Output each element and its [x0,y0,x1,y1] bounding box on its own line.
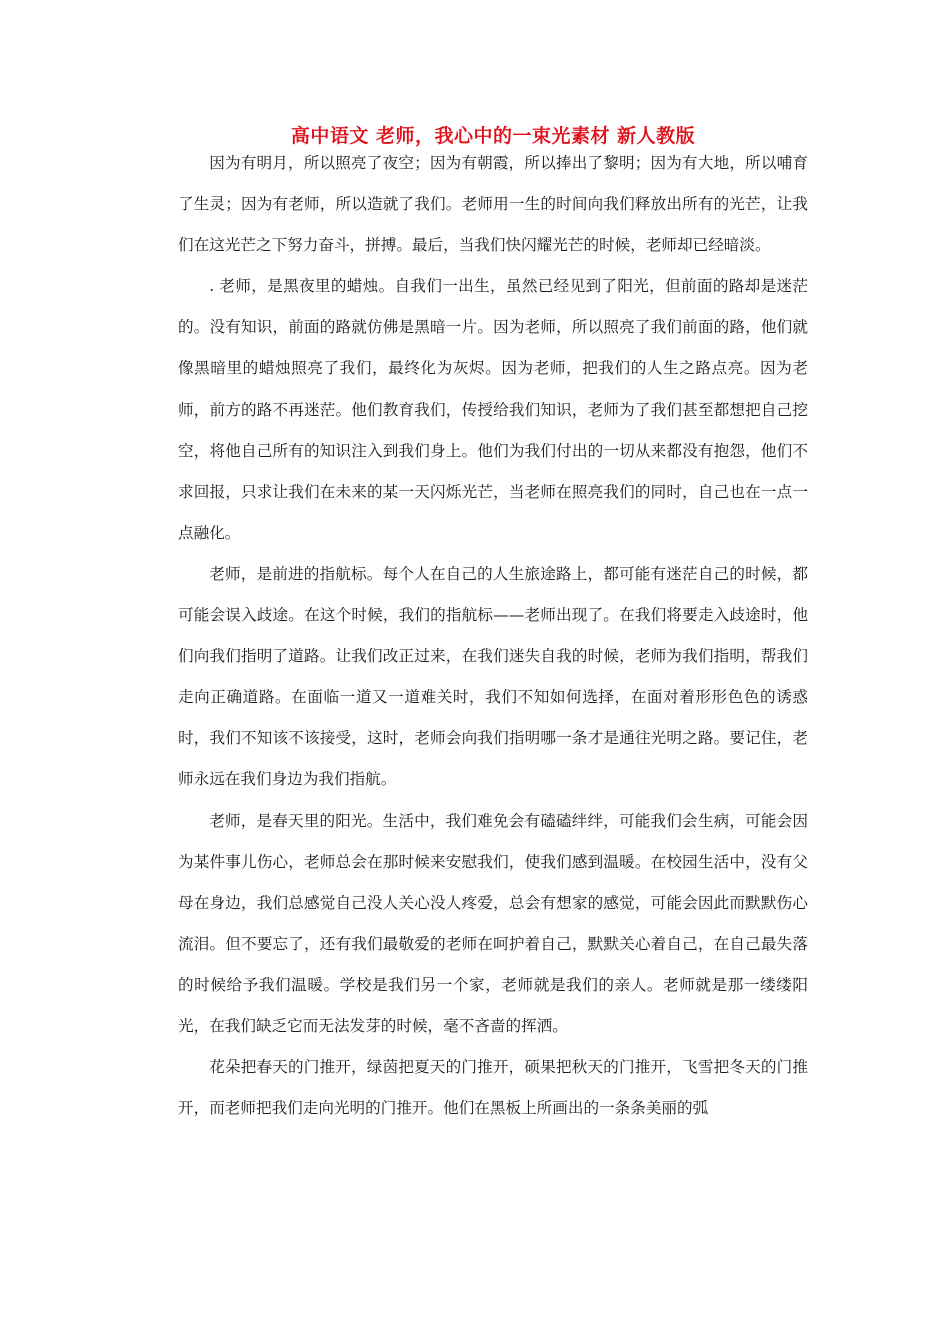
document-body [178,143,808,1129]
paragraph-1: 因为有明月，所以照亮了夜空；因为有朝霞，所以捧出了黎明；因为有大地，所以哺育了生灵；因为有老师，所以造就了我们。老师用一生的时间向我们释放出所有的光芒，让我们在这光芒之下努力奋斗，拼搏。最后，当我们快闪耀光芒的时候，老师却已经暗淡。 [178,154,808,255]
document-title: 高中语文 老师，我心中的一束光素材 新人教版 [290,125,696,147]
paragraph-3: 老师，是前进的指航标。每个人在自己的人生旅途路上，都可能有迷茫自己的时候，都可能会误入歧途。在这个时候，我们的指航标——老师出现了。在我们将要走入歧途时，他们向我们指明了道路。让我们改正过来，在我们迷失自我的时候，老师为我们指明，帮我们走向正确道路。在面临一道又一道难关时，我们不知如何选择，在面对着形形色色的诱惑时，我们不知该不该接受，这时，老师会向我们指明哪一条才是通往光明之路。要记住，老师永远在我们身边为我们指航。 [178,564,808,789]
paragraph-4: 老师，是春天里的阳光。生活中，我们难免会有磕磕绊绊，可能我们会生病，可能会因为某件事儿伤心，老师总会在那时候来安慰我们，使我们感到温暖。在校园生活中，没有父母在身边，我们总感觉自己没人关心没人疼爱，总会有想家的感觉，可能会因此而默默伤心流泪。但不要忘了，还有我们最敬爱的老师在呵护着自己，默默关心着自己，在自己最失落的时候给予我们温暖。学校是我们另一个家，老师就是我们的亲人。老师就是那一缕缕阳光，在我们缺乏它而无法发芽的时候，毫不吝啬的挥洒。 [178,811,808,1035]
paragraph-2: . 老师，是黑夜里的蜡烛。自我们一出生，虽然已经见到了阳光，但前面的路却是迷茫的。没有知识，前面的路就仿佛是黑暗一片。因为老师，所以照亮了我们前面的路，他们就像黑暗里的蜡烛照亮了我们，最终化为灰烬。因为老师，把我们的人生之路点亮。因为老师，前方的路不再迷茫。他们教育我们，传授给我们知识，老师为了我们甚至都想把自己挖空，将他自己所有的知识注入到我们身上。他们为我们付出的一切从来都没有抱怨，他们不求回报，只求让我们在未来的某一天闪烁光芒，当老师在照亮我们的同时，自己也在一点一点融化。 [178,277,808,542]
paragraph-5: 花朵把春天的门推开，绿茵把夏天的门推开，硕果把秋天的门推开，飞雪把冬天的门推开，而老师把我们走向光明的门推开。他们在黑板上所画出的一条条美丽的弧 [178,1058,808,1118]
